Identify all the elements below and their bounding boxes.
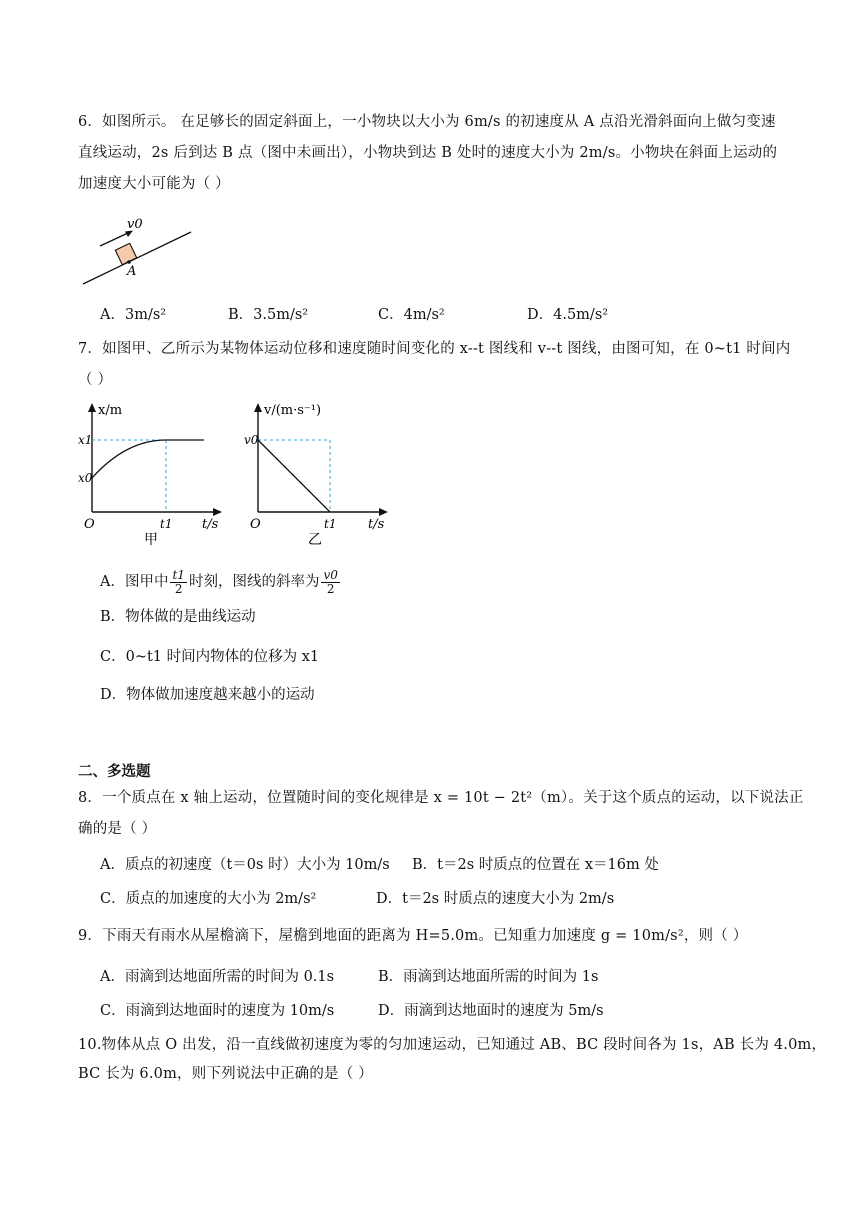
- question-9: [78, 921, 788, 952]
- q6-option-d[interactable]: D．4.5m/s²: [527, 307, 609, 323]
- question-8-line-1: 8．一个质点在 x 轴上运动，位置随时间的变化规律是 x = 10t − 2t²（m）。关于这个质点的运动，以下说法正: [78, 790, 804, 806]
- q7-option-c[interactable]: C．0~t1 时间内物体的位移为 x1: [100, 649, 320, 665]
- q8-option-d[interactable]: D．t＝2s 时质点的速度大小为 2m/s: [376, 891, 615, 907]
- point-a-label: A: [127, 264, 137, 279]
- fraction-t1-over-2: $\frac{t1}{2}$: [172, 567, 185, 596]
- question-7-line-2: （ ）: [78, 372, 113, 388]
- question-8: [78, 783, 804, 845]
- q8-option-b[interactable]: B．t＝2s 时质点的位置在 x＝16m 处: [412, 857, 659, 873]
- jia-x1-label: x1: [78, 433, 93, 447]
- incline-diagram: [78, 212, 198, 292]
- fraction-v0-over-2: $\frac{v0}{2}$: [323, 567, 338, 596]
- q7-option-a-mid: 时刻，图线的斜率为: [188, 574, 320, 590]
- q9-option-d[interactable]: D．雨滴到达地面时的速度为 5m/s: [378, 1003, 604, 1019]
- question-7: [78, 334, 791, 396]
- yi-t1-label: t1: [324, 517, 337, 531]
- q9-option-c[interactable]: C．雨滴到达地面时的速度为 10m/s: [100, 1003, 335, 1019]
- question-6-line-2: 直线运动，2s 后到达 B 点（图中未画出），小物块到达 B 处时的速度大小为 2m/s。小物块在斜面上运动的: [78, 145, 778, 161]
- q6-option-c[interactable]: C．4m/s²: [378, 307, 445, 323]
- q8-option-c[interactable]: C．质点的加速度的大小为 2m/s²: [100, 891, 317, 907]
- yi-x-label: t/s: [368, 517, 385, 532]
- jia-x-label: t/s: [202, 517, 219, 532]
- question-10-line-1: 10.物体从点 O 出发，沿一直线做初速度为零的匀加速运动，已知通过 AB、BC 段时间各为 1s，AB 长为 4.0m，: [78, 1037, 827, 1053]
- question-10-line-2: BC 长为 6.0m，则下列说法中正确的是（ ）: [78, 1066, 373, 1082]
- jia-origin-label: O: [84, 517, 95, 532]
- yi-origin-label: O: [250, 517, 261, 532]
- question-8-line-2: 确的是（ ）: [78, 821, 157, 837]
- q7-option-a-prefix: A．图甲中: [100, 574, 169, 590]
- jia-y-label: x/m: [98, 403, 123, 418]
- jia-t1-label: t1: [160, 517, 173, 531]
- jia-x0-label: x0: [78, 471, 93, 485]
- q9-option-b[interactable]: B．雨滴到达地面所需的时间为 1s: [378, 969, 599, 985]
- q9-option-a[interactable]: A．雨滴到达地面所需的时间为 0.1s: [100, 969, 335, 985]
- yi-caption: 乙: [308, 532, 322, 548]
- graph-yi: [242, 398, 392, 548]
- q8-option-a[interactable]: A．质点的初速度（t＝0s 时）大小为 10m/s: [100, 857, 390, 873]
- graph-jia: [76, 398, 226, 548]
- q7-option-d[interactable]: D．物体做加速度越来越小的运动: [100, 687, 315, 703]
- block-icon: [115, 243, 136, 264]
- question-10: [78, 1031, 827, 1089]
- question-6: [78, 107, 788, 200]
- section-title-multiple-choice: 二、多选题: [78, 764, 151, 780]
- yi-v0-label: v0: [244, 433, 259, 447]
- question-6-line-1: 6．如图所示。 在足够长的固定斜面上，一小物块以大小为 6m/s 的初速度从 A 点沿光滑斜面向上做匀变速: [78, 114, 776, 130]
- q6-option-a[interactable]: A．3m/s²: [100, 307, 167, 323]
- q6-option-b[interactable]: B．3.5m/s²: [228, 307, 309, 323]
- question-7-line-1: 7．如图甲、乙所示为某物体运动位移和速度随时间变化的 x--t 图线和 v--t 图线，由图可知，在 0~t1 时间内: [78, 341, 791, 357]
- v0-label: v0: [127, 217, 143, 232]
- jia-caption: 甲: [144, 532, 158, 548]
- q7-option-a[interactable]: [100, 565, 342, 599]
- yi-y-label: v/(m·s⁻¹): [264, 403, 322, 418]
- q7-option-b[interactable]: B．物体做的是曲线运动: [100, 609, 256, 625]
- question-9-line-1: 9．下雨天有雨水从屋檐滴下，屋檐到地面的距离为 H=5.0m。已知重力加速度 g = 10m/s²，则（ ）: [78, 928, 748, 944]
- question-6-line-3: 加速度大小可能为（ ）: [78, 176, 230, 192]
